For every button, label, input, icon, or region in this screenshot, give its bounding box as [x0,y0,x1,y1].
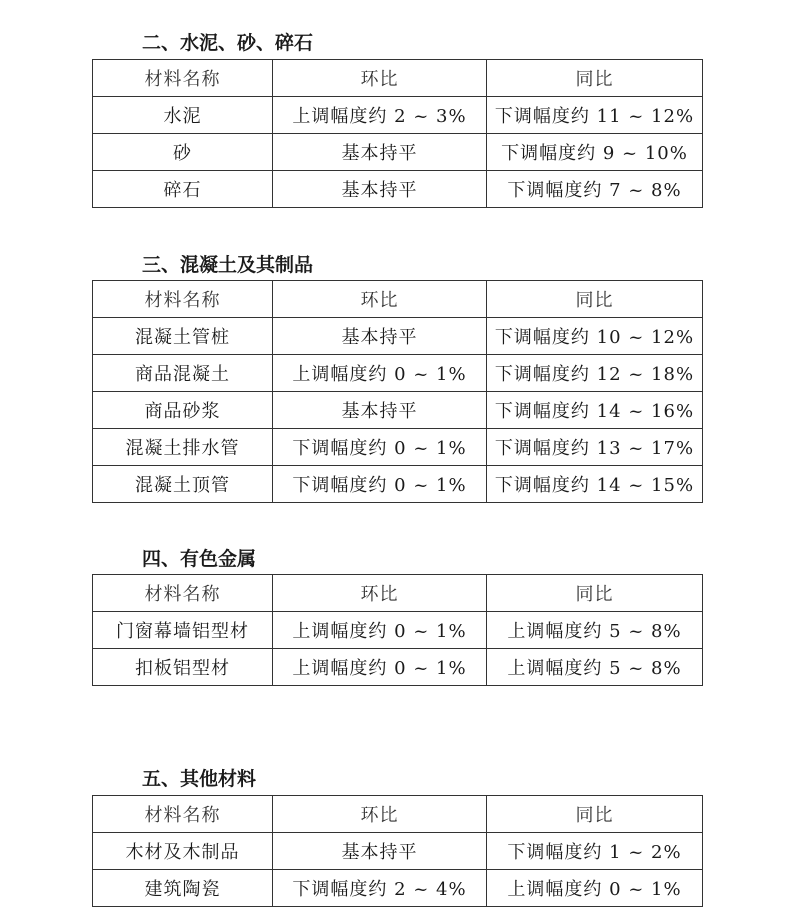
header-material-name: 材料名称 [93,575,273,612]
material-name-cell: 水泥 [93,97,273,134]
month-on-month-cell: 下调幅度约 0 ~ 1% [273,429,487,466]
month-on-month-cell: 基本持平 [273,171,487,208]
price-table [92,574,703,686]
table-header-row [93,281,703,318]
year-on-year-cell: 下调幅度约 11 ~ 12% [487,97,703,134]
header-material-name: 材料名称 [93,281,273,318]
month-on-month-cell: 下调幅度约 0 ~ 1% [273,466,487,503]
table-row [93,97,703,134]
table-row [93,870,703,907]
section-heading: 三、混凝土及其制品 [142,254,314,276]
price-table [92,795,703,907]
section-heading: 五、其他材料 [142,768,257,790]
table-header-row [93,575,703,612]
material-name-cell: 建筑陶瓷 [93,870,273,907]
year-on-year-cell: 上调幅度约 0 ~ 1% [487,870,703,907]
material-name-cell: 扣板铝型材 [93,649,273,686]
section-heading: 二、水泥、砂、碎石 [142,32,314,54]
year-on-year-cell: 下调幅度约 10 ~ 12% [487,318,703,355]
month-on-month-cell: 上调幅度约 0 ~ 1% [273,355,487,392]
month-on-month-cell: 上调幅度约 0 ~ 1% [273,649,487,686]
year-on-year-cell: 下调幅度约 7 ~ 8% [487,171,703,208]
table-row [93,318,703,355]
table-row [93,466,703,503]
material-name-cell: 商品砂浆 [93,392,273,429]
table-row [93,833,703,870]
table-row [93,355,703,392]
year-on-year-cell: 上调幅度约 5 ~ 8% [487,612,703,649]
material-name-cell: 混凝土排水管 [93,429,273,466]
header-year-on-year: 同比 [487,60,703,97]
header-year-on-year: 同比 [487,796,703,833]
year-on-year-cell: 下调幅度约 14 ~ 15% [487,466,703,503]
header-month-on-month: 环比 [273,60,487,97]
year-on-year-cell: 下调幅度约 12 ~ 18% [487,355,703,392]
table-row [93,134,703,171]
month-on-month-cell: 上调幅度约 0 ~ 1% [273,612,487,649]
table-row [93,612,703,649]
header-material-name: 材料名称 [93,60,273,97]
month-on-month-cell: 基本持平 [273,318,487,355]
month-on-month-cell: 下调幅度约 2 ~ 4% [273,870,487,907]
table-row [93,392,703,429]
price-table [92,59,703,208]
material-name-cell: 门窗幕墙铝型材 [93,612,273,649]
material-name-cell: 商品混凝土 [93,355,273,392]
material-name-cell: 木材及木制品 [93,833,273,870]
header-material-name: 材料名称 [93,796,273,833]
month-on-month-cell: 基本持平 [273,392,487,429]
table-row [93,171,703,208]
material-name-cell: 砂 [93,134,273,171]
header-month-on-month: 环比 [273,575,487,612]
month-on-month-cell: 基本持平 [273,134,487,171]
table-row [93,429,703,466]
year-on-year-cell: 下调幅度约 13 ~ 17% [487,429,703,466]
year-on-year-cell: 下调幅度约 9 ~ 10% [487,134,703,171]
year-on-year-cell: 下调幅度约 1 ~ 2% [487,833,703,870]
price-table [92,280,703,503]
material-name-cell: 混凝土顶管 [93,466,273,503]
section-heading: 四、有色金属 [142,548,257,570]
header-year-on-year: 同比 [487,575,703,612]
header-year-on-year: 同比 [487,281,703,318]
material-name-cell: 碎石 [93,171,273,208]
year-on-year-cell: 上调幅度约 5 ~ 8% [487,649,703,686]
table-header-row [93,60,703,97]
year-on-year-cell: 下调幅度约 14 ~ 16% [487,392,703,429]
table-header-row [93,796,703,833]
month-on-month-cell: 上调幅度约 2 ~ 3% [273,97,487,134]
table-row [93,649,703,686]
material-name-cell: 混凝土管桩 [93,318,273,355]
header-month-on-month: 环比 [273,281,487,318]
month-on-month-cell: 基本持平 [273,833,487,870]
header-month-on-month: 环比 [273,796,487,833]
